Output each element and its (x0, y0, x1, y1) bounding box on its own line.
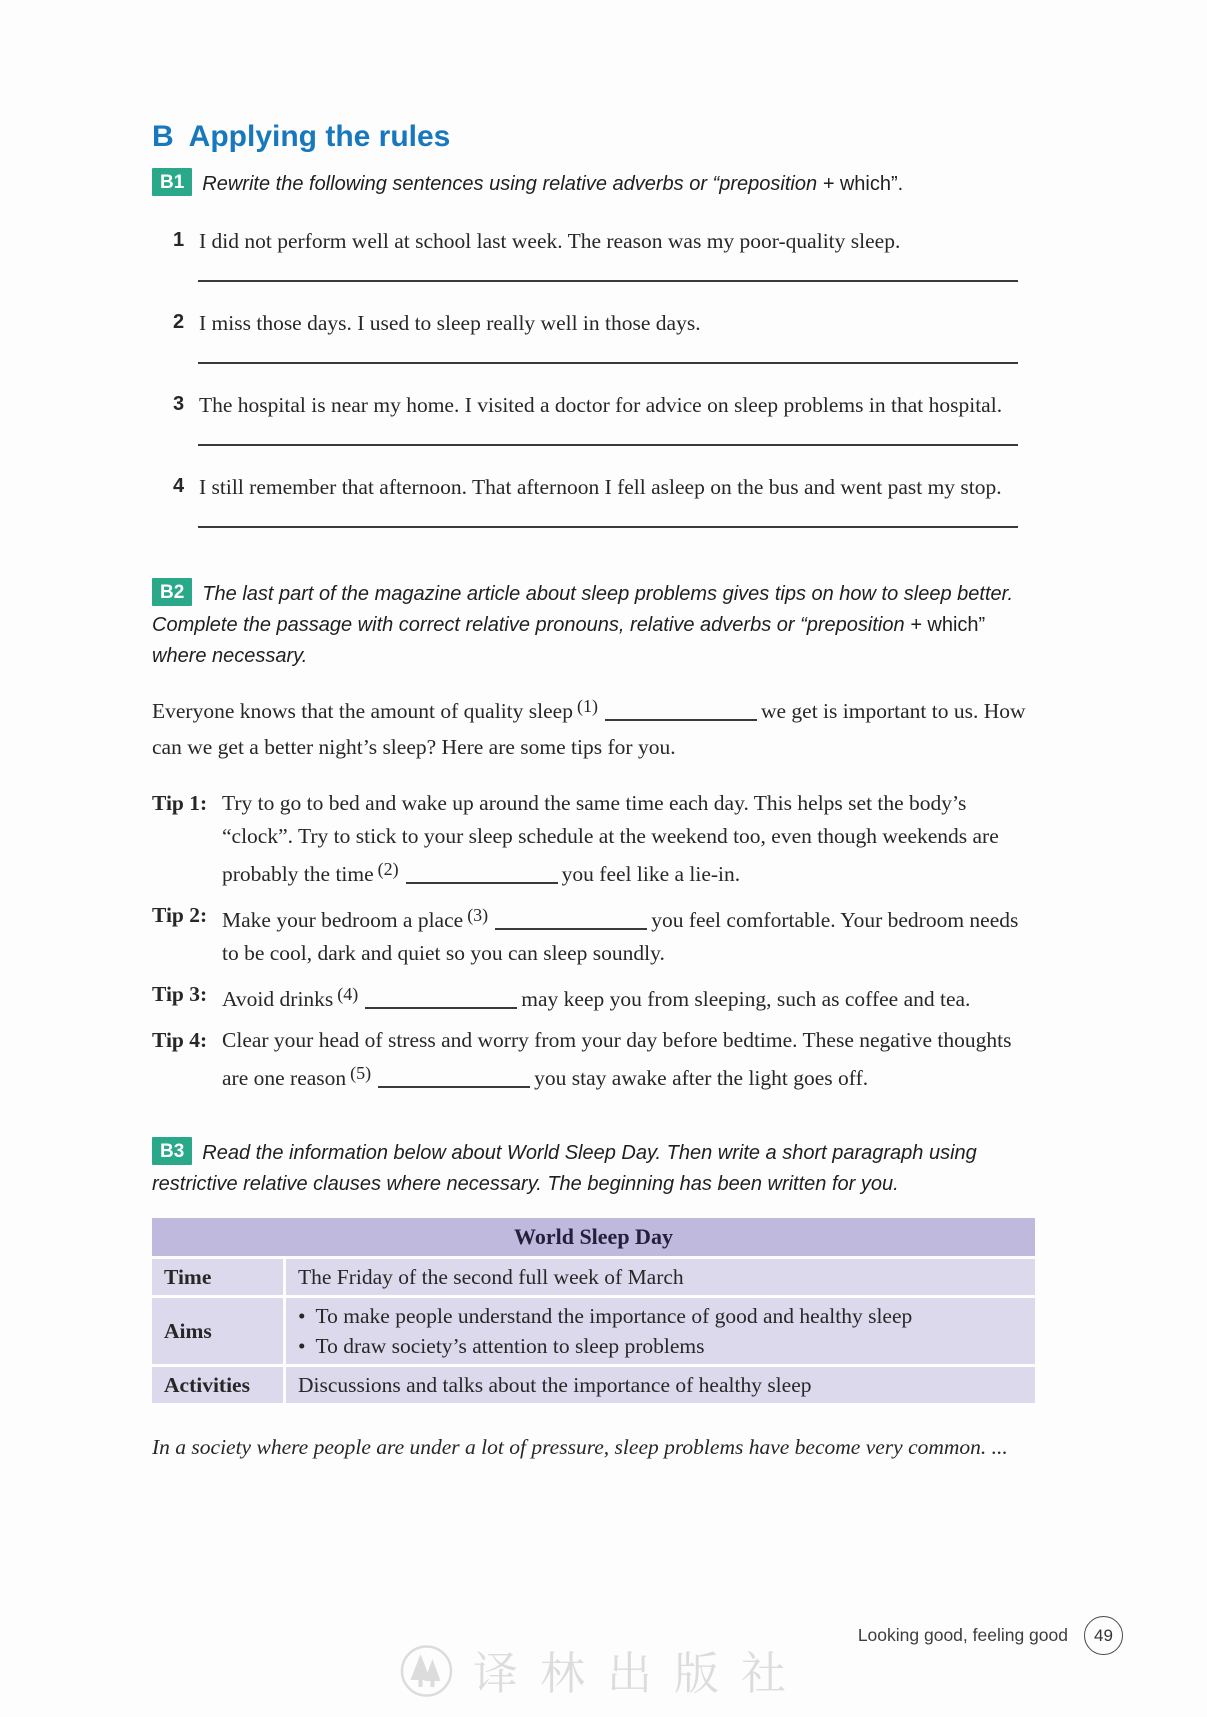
tip-text-pre: Clear your head of stress and worry from your day before bedtime. These negative thoughts are one reason (222, 1027, 1012, 1090)
tip-text-post: you stay awake after the light goes off. (534, 1065, 869, 1090)
bullet-item (298, 1301, 1023, 1331)
world-sleep-day-table (152, 1218, 1032, 1403)
answer-line (198, 444, 1018, 446)
b1-instruction-roman: which”. (839, 173, 904, 195)
b2-instruction-italic: The last part of the magazine article about sleep problems gives tips on how to sleep better. Complete the passage with correct relative pronouns, relative adverbs or “preposition + (152, 583, 1014, 636)
tip-item (152, 787, 1032, 891)
answer-line (198, 362, 1018, 364)
tip-text (222, 787, 1032, 891)
tip-text-post: may keep you from sleeping, such as coffee and tea. (521, 986, 971, 1011)
item-number: 4 (173, 475, 185, 497)
publisher-name: 译林出版社 (472, 1648, 809, 1699)
bullet-icon: • (298, 1303, 306, 1328)
exercise-b3 (152, 1137, 1032, 1465)
b2-instruction-tail: where necessary. (152, 645, 308, 667)
table-row-label: Aims (152, 1298, 283, 1364)
section-heading (152, 120, 1032, 154)
publisher-logo-icon (399, 1644, 453, 1703)
table-row-value: The Friday of the second full week of March (286, 1259, 1035, 1295)
fill-in-blank (378, 1086, 530, 1088)
blank-number: (5) (350, 1062, 372, 1083)
tip-item (152, 978, 1032, 1016)
tip-label: Tip 2: (152, 902, 208, 927)
tip-label: Tip 1: (152, 790, 208, 815)
bullet-icon: • (298, 1333, 306, 1358)
b3-instruction-text: Read the information below about World Sleep Day. Then write a short paragraph using restrictive relative clauses where necessary. The beginning has been written for you. (152, 1141, 977, 1195)
tip-text (222, 1024, 1032, 1095)
tip-text-post: you feel like a lie-in. (561, 861, 741, 886)
blank-number: (1) (576, 696, 598, 716)
exercise-b1-badge: B1 (152, 168, 192, 196)
exercise-b1-instruction (152, 168, 1032, 200)
section-letter: B (152, 120, 174, 153)
item-text: I miss those days. I used to sleep really well in those days. (199, 311, 701, 335)
list-item (152, 388, 1032, 422)
exercise-b2-instruction (152, 578, 1032, 672)
bullet-item (298, 1331, 1023, 1361)
passage-text: we get is important to us. How can we get a better night’s sleep? Here are some tips for you. (152, 699, 1026, 759)
fill-in-blank (605, 719, 757, 721)
page-footer (858, 1616, 1123, 1655)
tip-text-pre: Try to go to bed and wake up around the same time each day. This helps set the body’s “clock”. Try to stick to your sleep schedule at the weekend too, even though weekends are probably the time (222, 790, 999, 886)
table-title: World Sleep Day (152, 1218, 1035, 1256)
tip-text-pre: Make your bedroom a place (222, 907, 464, 932)
b1-items (152, 224, 1032, 528)
table-row-label: Activities (152, 1367, 283, 1403)
tip-text-pre: Avoid drinks (222, 986, 334, 1011)
fill-in-blank (365, 1007, 517, 1009)
table-row-value: Discussions and talks about the importance of healthy sleep (286, 1367, 1035, 1403)
table-row-label: Time (152, 1259, 283, 1295)
chapter-title: Looking good, feeling good (857, 1625, 1068, 1645)
table-row-value (286, 1298, 1035, 1364)
paragraph-beginning: In a society where people are under a lot of pressure, sleep problems have become very common. ... (152, 1434, 1008, 1459)
tip-label: Tip 4: (152, 1027, 208, 1052)
item-text: I still remember that afternoon. That afternoon I fell asleep on the bus and went past my stop. (199, 475, 1002, 499)
tip-text (222, 899, 1032, 970)
tip-item (152, 899, 1032, 970)
passage-intro (152, 688, 1032, 765)
answer-line (198, 280, 1018, 282)
tip-text (222, 978, 1032, 1016)
exercise-b2 (152, 578, 1032, 1095)
exercise-b3-instruction (152, 1137, 1032, 1200)
blank-number: (2) (377, 858, 399, 879)
blank-number: (3) (467, 904, 489, 925)
item-text: The hospital is near my home. I visited a doctor for advice on sleep problems in that hospital. (199, 393, 1003, 417)
item-number: 3 (173, 393, 185, 415)
tips-list (152, 787, 1032, 1095)
blank-number: (4) (337, 983, 359, 1004)
b1-instruction-italic: Rewrite the following sentences using relative adverbs or “preposition + (202, 173, 840, 195)
bullet-text: To make people understand the importance of good and healthy sleep (315, 1303, 913, 1328)
list-item (152, 224, 1032, 258)
tip-text-post: you feel comfortable. Your bedroom needs to be cool, dark and quiet so you can sleep soundly. (222, 907, 1019, 965)
section-title: Applying the rules (188, 120, 451, 153)
list-item (152, 470, 1032, 504)
exercise-b3-badge: B3 (152, 1137, 192, 1165)
publisher-watermark (399, 1644, 808, 1703)
b2-instruction-roman: which” (927, 614, 986, 636)
fill-in-blank (406, 882, 558, 884)
passage-text: Everyone knows that the amount of quality sleep (152, 699, 573, 723)
tip-item (152, 1024, 1032, 1095)
page-content (152, 120, 1032, 1486)
fill-in-blank (495, 928, 647, 930)
page-number-badge: 49 (1084, 1616, 1123, 1655)
tip-label: Tip 3: (152, 981, 208, 1006)
exercise-b2-badge: B2 (152, 578, 192, 606)
item-number: 1 (173, 229, 185, 251)
item-text: I did not perform well at school last week. The reason was my poor-quality sleep. (199, 229, 901, 253)
bullet-text: To draw society’s attention to sleep problems (315, 1333, 705, 1358)
answer-line (198, 526, 1018, 528)
item-number: 2 (173, 311, 185, 333)
list-item (152, 306, 1032, 340)
